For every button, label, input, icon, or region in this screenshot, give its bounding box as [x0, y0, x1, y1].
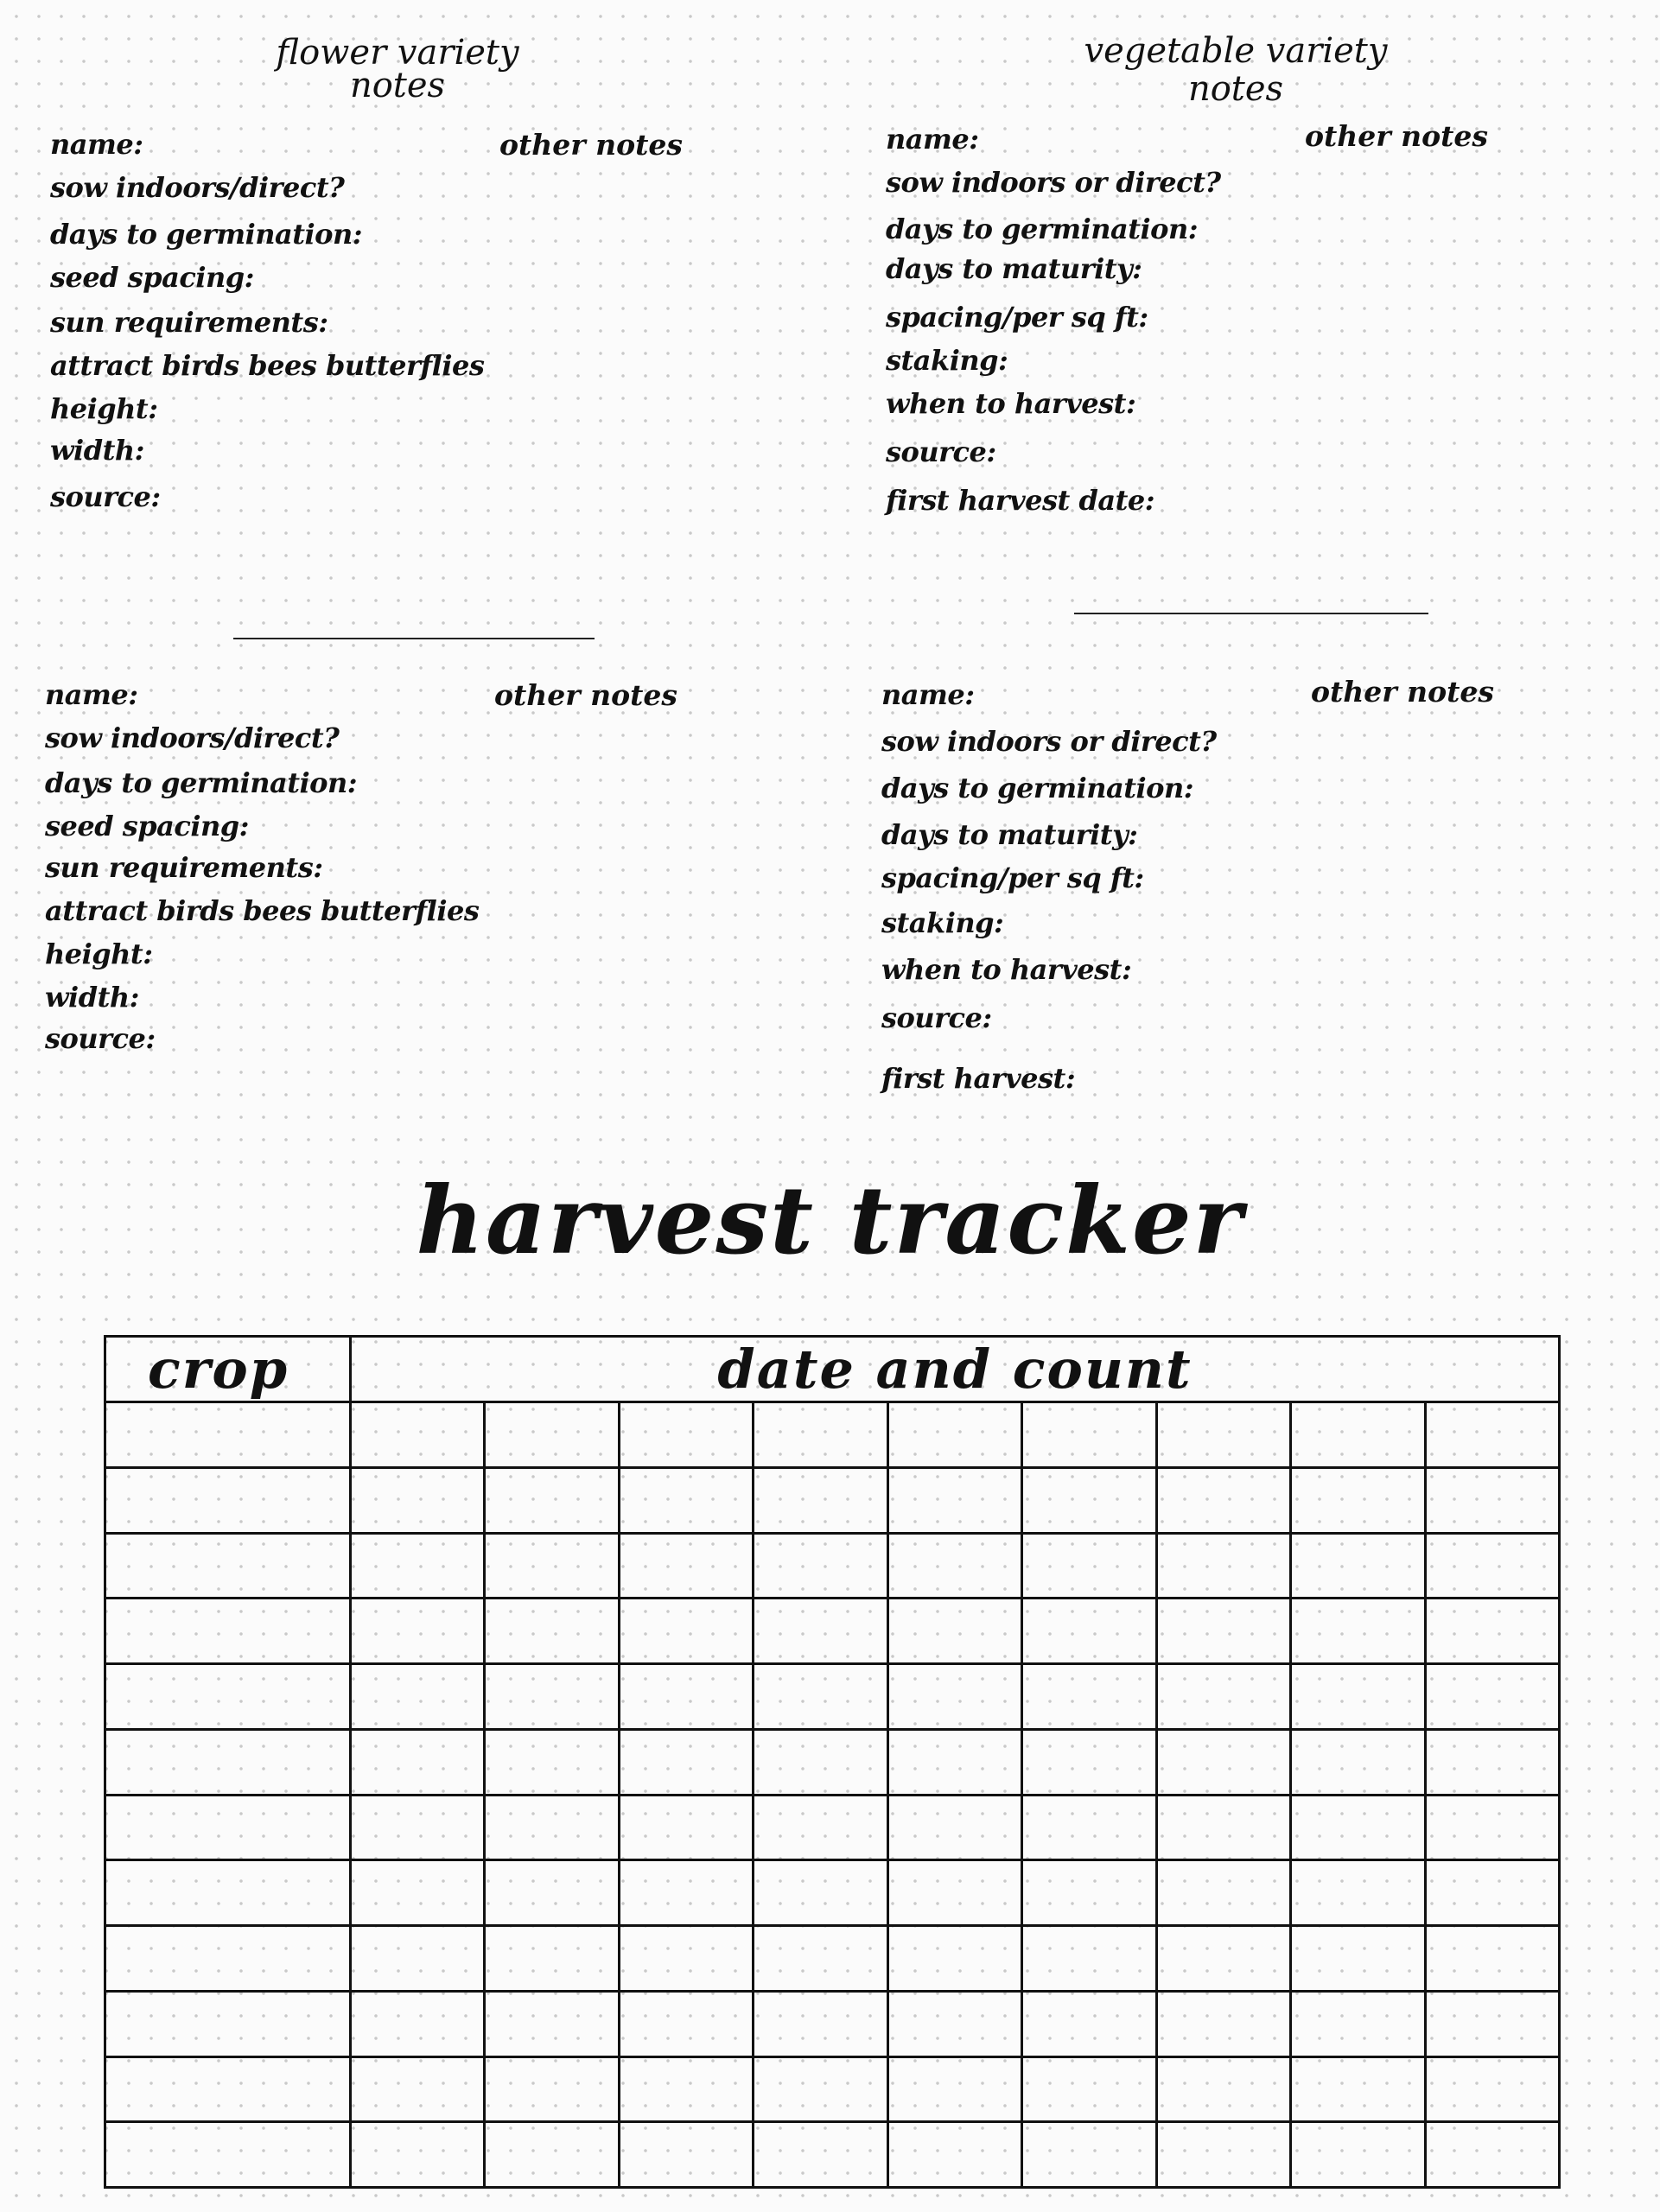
tracker-row	[105, 1926, 1560, 1992]
field-germination: days to germination:	[45, 766, 358, 799]
date-count-cell[interactable]	[1022, 1402, 1156, 1468]
date-count-cell[interactable]	[1022, 2122, 1156, 2188]
date-count-cell[interactable]	[887, 1533, 1021, 1599]
tracker-row	[105, 1402, 1560, 1468]
field-when-harvest: when to harvest:	[881, 953, 1132, 986]
date-count-cell[interactable]	[485, 1533, 619, 1599]
field-when-harvest: when to harvest:	[886, 387, 1136, 420]
date-count-cell[interactable]	[351, 1729, 485, 1795]
date-count-cell[interactable]	[1156, 2056, 1290, 2122]
date-count-cell[interactable]	[1156, 1991, 1290, 2056]
field-seed-spacing: seed spacing:	[45, 810, 249, 842]
crop-cell[interactable]	[105, 1664, 351, 1730]
date-count-cell[interactable]	[1291, 1467, 1425, 1533]
date-count-cell[interactable]	[1291, 2122, 1425, 2188]
date-count-cell[interactable]	[485, 1991, 619, 2056]
date-count-cell[interactable]	[351, 1533, 485, 1599]
date-count-cell[interactable]	[1291, 1860, 1425, 1926]
tracker-row	[105, 2056, 1560, 2122]
date-count-cell[interactable]	[1156, 2122, 1290, 2188]
field-sow: sow indoors/direct?	[45, 721, 340, 754]
crop-cell[interactable]	[105, 1402, 351, 1468]
date-count-cell[interactable]	[1291, 1402, 1425, 1468]
date-count-cell[interactable]	[1425, 2122, 1560, 2188]
field-attract: attract birds bees butterflies	[50, 349, 485, 382]
crop-header: crop	[105, 1337, 351, 1402]
field-sow: sow indoors or direct?	[886, 166, 1221, 199]
date-count-cell[interactable]	[485, 1664, 619, 1730]
date-count-cell[interactable]	[351, 1860, 485, 1926]
field-source: source:	[886, 435, 996, 468]
date-count-cell[interactable]	[754, 1533, 887, 1599]
date-count-cell[interactable]	[485, 1926, 619, 1992]
date-count-cell[interactable]	[887, 1926, 1021, 1992]
date-count-cell[interactable]	[1022, 1729, 1156, 1795]
tracker-row	[105, 1860, 1560, 1926]
field-staking: staking:	[881, 906, 1004, 939]
date-count-cell[interactable]	[1156, 1860, 1290, 1926]
date-count-cell[interactable]	[1425, 1926, 1560, 1992]
tracker-body	[105, 1402, 1560, 2188]
date-count-cell[interactable]	[887, 1729, 1021, 1795]
tracker-row	[105, 1795, 1560, 1860]
date-count-cell[interactable]	[485, 2056, 619, 2122]
other-notes-label: other notes	[494, 678, 677, 712]
date-count-cell[interactable]	[1291, 1533, 1425, 1599]
flower-notes-block-2	[45, 678, 823, 1076]
flower-heading-line1: flower variety	[276, 33, 519, 73]
date-count-cell[interactable]	[351, 1599, 485, 1664]
field-sow: sow indoors or direct?	[881, 725, 1217, 758]
field-sun: sun requirements:	[50, 306, 328, 339]
date-count-cell[interactable]	[754, 1991, 887, 2056]
field-attract: attract birds bees butterflies	[45, 894, 480, 927]
date-count-cell[interactable]	[1022, 1991, 1156, 2056]
field-sun: sun requirements:	[45, 851, 323, 884]
date-count-cell[interactable]	[1291, 1729, 1425, 1795]
field-height: height:	[45, 938, 153, 970]
date-count-cell[interactable]	[1425, 1467, 1560, 1533]
crop-cell[interactable]	[105, 1599, 351, 1664]
field-sow: sow indoors/direct?	[50, 171, 345, 204]
date-count-cell[interactable]	[754, 1795, 887, 1860]
flower-divider	[233, 638, 595, 639]
date-count-cell[interactable]	[351, 1926, 485, 1992]
tracker-row	[105, 1664, 1560, 1730]
harvest-tracker-title: harvest tracker	[416, 1166, 1244, 1275]
vegetable-heading	[1054, 31, 1417, 109]
date-count-cell[interactable]	[485, 2122, 619, 2188]
date-count-cell[interactable]	[1425, 2056, 1560, 2122]
date-count-cell[interactable]	[887, 1795, 1021, 1860]
date-count-cell[interactable]	[619, 1664, 753, 1730]
date-count-cell[interactable]	[1425, 1599, 1560, 1664]
crop-cell[interactable]	[105, 1729, 351, 1795]
crop-cell[interactable]	[105, 1795, 351, 1860]
tracker-row	[105, 1991, 1560, 2056]
field-height: height:	[50, 392, 158, 425]
date-count-cell[interactable]	[754, 1467, 887, 1533]
other-notes-label: other notes	[1311, 675, 1494, 709]
date-count-cell[interactable]	[754, 1729, 887, 1795]
date-count-cell[interactable]	[1425, 1402, 1560, 1468]
flower-heading-line2: notes	[349, 66, 446, 105]
date-count-cell[interactable]	[1156, 1599, 1290, 1664]
date-count-cell[interactable]	[485, 1402, 619, 1468]
date-count-cell[interactable]	[887, 1599, 1021, 1664]
date-count-cell[interactable]	[1291, 1599, 1425, 1664]
crop-cell[interactable]	[105, 1860, 351, 1926]
field-name: name:	[886, 123, 979, 156]
field-name: name:	[881, 678, 975, 711]
date-count-cell[interactable]	[619, 1402, 753, 1468]
field-germination: days to germination:	[886, 213, 1199, 245]
date-count-cell[interactable]	[619, 1729, 753, 1795]
date-count-cell[interactable]	[1156, 1795, 1290, 1860]
date-count-cell[interactable]	[1156, 1729, 1290, 1795]
date-count-cell[interactable]	[887, 2056, 1021, 2122]
date-count-cell[interactable]	[754, 1860, 887, 1926]
crop-cell[interactable]	[105, 1533, 351, 1599]
date-count-cell[interactable]	[887, 2122, 1021, 2188]
field-width: width:	[50, 434, 144, 467]
crop-cell[interactable]	[105, 1991, 351, 2056]
field-source: source:	[881, 1001, 992, 1034]
vegetable-divider	[1074, 613, 1428, 614]
date-count-cell[interactable]	[1156, 1926, 1290, 1992]
date-count-cell[interactable]	[754, 2122, 887, 2188]
other-notes-label: other notes	[499, 128, 683, 162]
vegetable-notes-block-2	[881, 675, 1642, 1110]
date-count-cell[interactable]	[485, 1795, 619, 1860]
date-count-cell[interactable]	[485, 1599, 619, 1664]
date-count-cell[interactable]	[1022, 2056, 1156, 2122]
flower-notes-block-1	[50, 128, 828, 525]
date-count-cell[interactable]	[1022, 1860, 1156, 1926]
date-count-cell[interactable]	[1156, 1533, 1290, 1599]
date-count-cell[interactable]	[887, 1467, 1021, 1533]
date-count-cell[interactable]	[619, 2056, 753, 2122]
date-count-cell[interactable]	[351, 1991, 485, 2056]
date-count-cell[interactable]	[1291, 1926, 1425, 1992]
date-count-cell[interactable]	[351, 2056, 485, 2122]
vegetable-heading-line1: vegetable variety	[1084, 31, 1388, 71]
field-source: source:	[50, 480, 161, 513]
date-count-cell[interactable]	[619, 2122, 753, 2188]
date-count-cell[interactable]	[754, 1926, 887, 1992]
date-count-cell[interactable]	[1291, 2056, 1425, 2122]
date-count-cell[interactable]	[1022, 1926, 1156, 1992]
flower-heading	[259, 33, 536, 105]
crop-cell[interactable]	[105, 1467, 351, 1533]
date-count-cell[interactable]	[1156, 1467, 1290, 1533]
date-count-cell[interactable]	[619, 1991, 753, 2056]
date-count-cell[interactable]	[485, 1467, 619, 1533]
date-count-cell[interactable]	[1425, 1795, 1560, 1860]
field-source: source:	[45, 1022, 156, 1055]
date-count-cell[interactable]	[1022, 1599, 1156, 1664]
field-maturity: days to maturity:	[881, 818, 1138, 851]
date-count-cell[interactable]	[1291, 1795, 1425, 1860]
tracker-row	[105, 1729, 1560, 1795]
date-count-cell[interactable]	[619, 1860, 753, 1926]
date-count-cell[interactable]	[1425, 1860, 1560, 1926]
date-count-cell[interactable]	[1022, 1533, 1156, 1599]
field-staking: staking:	[886, 344, 1008, 377]
date-count-cell[interactable]	[619, 1926, 753, 1992]
field-first-harvest: first harvest date:	[886, 484, 1155, 517]
tracker-row	[105, 2122, 1560, 2188]
field-germination: days to germination:	[50, 218, 363, 251]
date-count-cell[interactable]	[619, 1599, 753, 1664]
date-count-cell[interactable]	[619, 1795, 753, 1860]
field-width: width:	[45, 981, 139, 1014]
date-count-cell[interactable]	[754, 1402, 887, 1468]
date-count-cell[interactable]	[351, 1402, 485, 1468]
other-notes-label: other notes	[1305, 119, 1488, 153]
field-maturity: days to maturity:	[886, 252, 1142, 285]
field-spacing: spacing/per sq ft:	[881, 861, 1144, 894]
date-count-cell[interactable]	[1425, 1729, 1560, 1795]
vegetable-heading-line2: notes	[1187, 69, 1284, 109]
field-seed-spacing: seed spacing:	[50, 261, 254, 294]
crop-cell[interactable]	[105, 1926, 351, 1992]
tracker-header-row	[105, 1337, 1560, 1402]
date-count-header: date and count	[351, 1337, 1560, 1402]
vegetable-notes-block-1	[886, 119, 1646, 529]
date-count-cell[interactable]	[754, 1664, 887, 1730]
date-count-cell[interactable]	[1156, 1402, 1290, 1468]
date-count-cell[interactable]	[351, 1664, 485, 1730]
field-name: name:	[45, 678, 138, 711]
crop-cell[interactable]	[105, 2056, 351, 2122]
crop-cell[interactable]	[105, 2122, 351, 2188]
date-count-cell[interactable]	[1291, 1991, 1425, 2056]
field-name: name:	[50, 128, 143, 161]
date-count-cell[interactable]	[485, 1860, 619, 1926]
date-count-cell[interactable]	[887, 1860, 1021, 1926]
date-count-cell[interactable]	[1425, 1991, 1560, 2056]
date-count-cell[interactable]	[351, 2122, 485, 2188]
date-count-cell[interactable]	[754, 2056, 887, 2122]
date-count-cell[interactable]	[887, 1402, 1021, 1468]
tracker-row	[105, 1533, 1560, 1599]
date-count-cell[interactable]	[1022, 1795, 1156, 1860]
harvest-tracker-table	[104, 1335, 1561, 2189]
field-first-harvest: first harvest:	[881, 1062, 1076, 1095]
field-germination: days to germination:	[881, 772, 1194, 804]
date-count-cell[interactable]	[1156, 1664, 1290, 1730]
tracker-row	[105, 1599, 1560, 1664]
field-spacing: spacing/per sq ft:	[886, 301, 1148, 334]
date-count-cell[interactable]	[619, 1467, 753, 1533]
tracker-row	[105, 1467, 1560, 1533]
date-count-cell[interactable]	[351, 1467, 485, 1533]
date-count-cell[interactable]	[351, 1795, 485, 1860]
date-count-cell[interactable]	[485, 1729, 619, 1795]
date-count-cell[interactable]	[1425, 1533, 1560, 1599]
date-count-cell[interactable]	[1022, 1664, 1156, 1730]
date-count-cell[interactable]	[754, 1599, 887, 1664]
date-count-cell[interactable]	[1291, 1664, 1425, 1730]
date-count-cell[interactable]	[887, 1664, 1021, 1730]
date-count-cell[interactable]	[1022, 1467, 1156, 1533]
date-count-cell[interactable]	[887, 1991, 1021, 2056]
date-count-cell[interactable]	[1425, 1664, 1560, 1730]
date-count-cell[interactable]	[619, 1533, 753, 1599]
